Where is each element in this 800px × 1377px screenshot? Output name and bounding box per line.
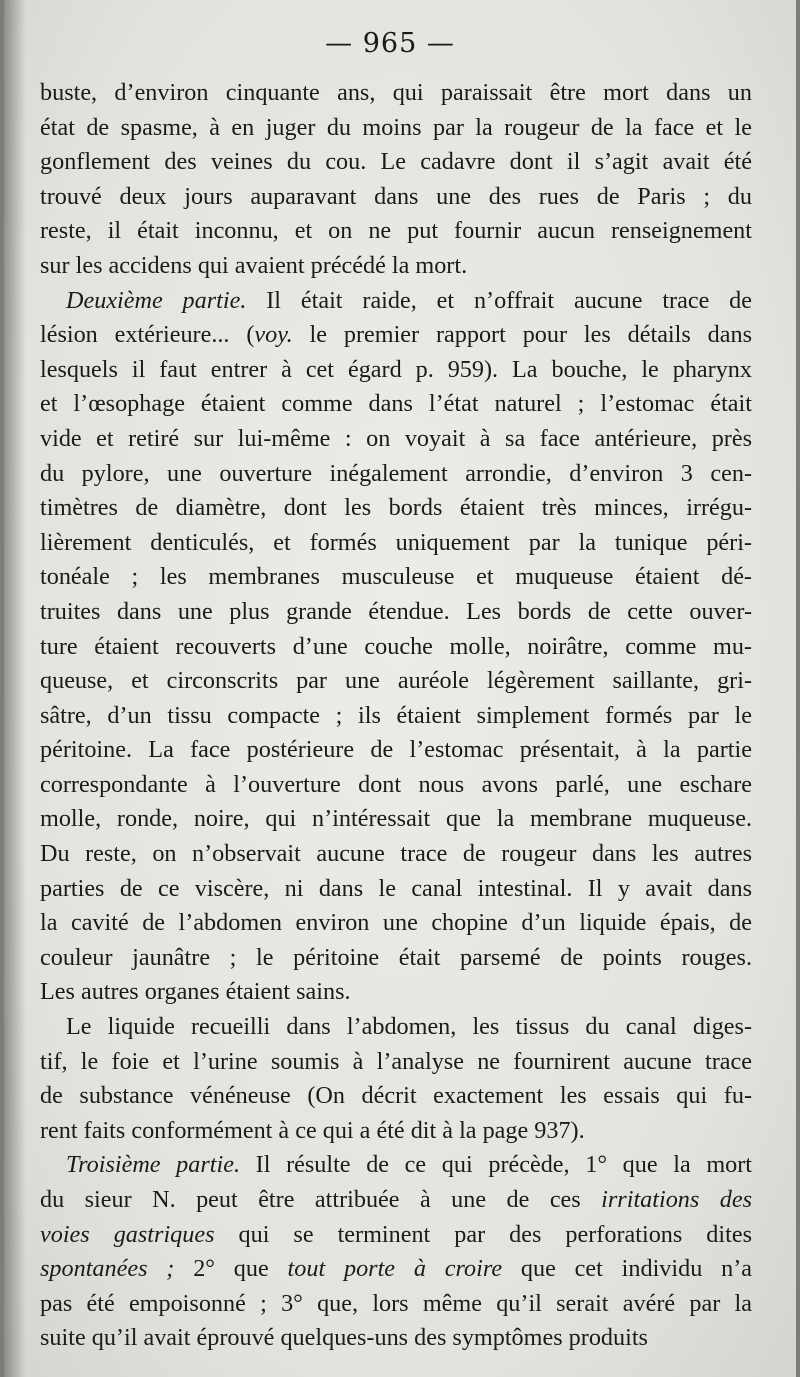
text-segment: Il résulte de ce qui précède, 1° que la mort — [240, 1151, 753, 1179]
text-line: tonéale ; les membranes musculeuse et muqueuse étaient dé- — [40, 563, 752, 591]
text-line: truites dans une plus grande étendue. Les bords de cette ouver- — [40, 597, 752, 625]
italic-text: voies gastriques — [40, 1220, 215, 1248]
text-line: queuse, et circonscrits par une auréole légèrement saillante, gri- — [40, 667, 752, 695]
text-line: Le liquide recueilli dans l’abdomen, les tissus du canal diges- — [66, 1013, 752, 1041]
text-line: sâtre, d’un tissu compacte ; ils étaient simplement formés par le — [40, 701, 752, 729]
text-line: suite qu’il avait éprouvé quelques-uns des symptômes produits — [40, 1324, 648, 1352]
text-line: Les autres organes étaient sains. — [40, 978, 351, 1006]
spine-shadow — [4, 0, 26, 1377]
text-line: parties de ce viscère, ni dans le canal intestinal. Il y avait dans — [40, 874, 752, 902]
text-segment: le premier rapport pour les détails dans — [292, 321, 752, 349]
text-line: lièrement denticulés, et formés uniquement par la tunique péri- — [40, 528, 752, 556]
text-segment: qui se terminent par des perforations dites — [214, 1220, 752, 1248]
body-text — [40, 76, 752, 1356]
text-line: correspondante à l’ouverture dont nous avons parlé, une eschare — [40, 770, 752, 798]
text-line — [40, 1252, 752, 1287]
text-segment: Il était raide, et n’offrait aucune trace de — [246, 286, 752, 314]
italic-text: voy. — [254, 321, 293, 349]
italic-text: Troisième partie. — [66, 1151, 240, 1179]
text-line: ture étaient recouverts d’une couche molle, noirâtre, comme mu- — [40, 632, 752, 660]
italic-text: Deuxième partie. — [66, 286, 247, 314]
text-segment: 2° que — [174, 1255, 288, 1283]
text-segment: que cet individu n’a — [502, 1255, 752, 1283]
text-line: lesquels il faut entrer à cet égard p. 959). La bouche, le pharynx — [40, 355, 752, 383]
text-line: de substance vénéneuse (On décrit exactement les essais qui fu- — [40, 1082, 752, 1110]
italic-text: tout porte à croire — [287, 1255, 503, 1283]
text-line: et l’œsophage étaient comme dans l’état naturel ; l’estomac était — [40, 390, 752, 418]
text-line: sur les accidens qui avaient précédé la mort. — [40, 251, 468, 279]
text-line: la cavité de l’abdomen environ une chopine d’un liquide épais, de — [40, 909, 752, 937]
text-line: péritoine. La face postérieure de l’estomac présentait, à la partie — [40, 736, 752, 764]
text-line: gonflement des veines du cou. Le cadavre dont il s’agit avait été — [40, 148, 752, 176]
text-line — [40, 284, 752, 319]
text-line: couleur jaunâtre ; le péritoine était parsemé de points rouges. — [40, 943, 752, 971]
italic-text: spontanées ; — [40, 1255, 175, 1283]
text-line: timètres de diamètre, dont les bords étaient très minces, irrégu- — [40, 494, 752, 522]
text-line — [40, 1183, 752, 1218]
text-segment: lésion extérieure... ( — [40, 321, 255, 349]
text-segment: du sieur N. peut être attribuée à une de ces — [40, 1186, 602, 1213]
text-line: tif, le foie et l’urine soumis à l’analyse ne fournirent aucune trace — [40, 1047, 752, 1075]
text-line — [40, 318, 752, 353]
text-line — [40, 1148, 752, 1183]
text-line: vide et retiré sur lui-même : on voyait à sa face antérieure, près — [40, 424, 752, 452]
text-line: rent faits conformément à ce qui a été dit à la page 937). — [40, 1116, 585, 1144]
text-line: reste, il était inconnu, et on ne put fournir aucun renseignement — [40, 217, 752, 245]
text-line: état de spasme, à en juger du moins par la rougeur de la face et le — [40, 113, 752, 141]
text-line: trouvé deux jours auparavant dans une des rues de Paris ; du — [40, 182, 752, 210]
text-line: Du reste, on n’observait aucune trace de rougeur dans les autres — [40, 840, 752, 868]
italic-text: irritations des — [601, 1186, 752, 1213]
text-line: pas été empoisonné ; 3° que, lors même qu’il serait avéré par la — [40, 1289, 752, 1317]
book-page — [4, 0, 796, 1377]
text-line: buste, d’environ cinquante ans, qui paraissait être mort dans un — [40, 79, 752, 106]
text-line — [40, 1218, 752, 1253]
text-line: du pylore, une ouverture inégalement arrondie, d’environ 3 cen- — [40, 459, 752, 487]
page-number: — 965 — — [325, 28, 455, 59]
text-line: molle, ronde, noire, qui n’intéressait que la membrane muqueuse. — [40, 805, 752, 833]
